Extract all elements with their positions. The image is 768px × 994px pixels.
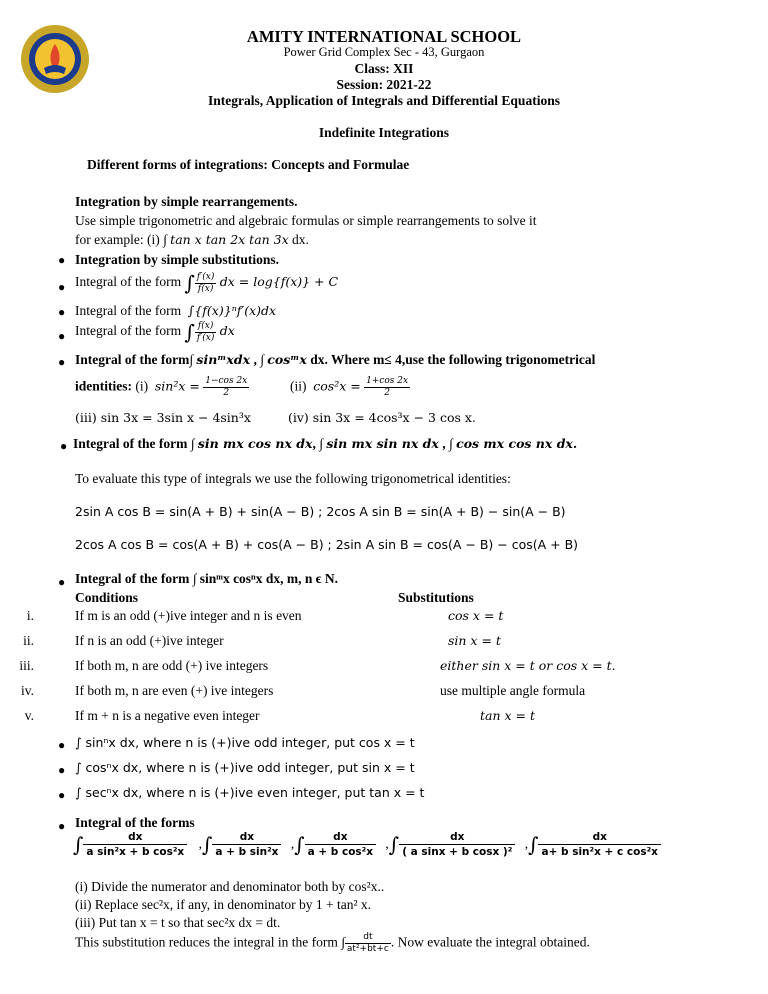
row-substitution: sin x = t	[448, 633, 501, 648]
example-suffix: dx.	[288, 232, 309, 247]
odd-power-sin: ∫ sinⁿx dx, where n is (+)ive odd integer, put cos x = t	[75, 735, 415, 750]
power-heading: Integral of the form∫ sinᵐxdx , ∫ cosᵐx dx. Where m≤ 4,use the following trigonometrical	[75, 352, 596, 367]
identity-iv: (iv) sin 3x = 4cos³x − 3 cos x.	[288, 410, 476, 425]
product-intro: To evaluate this type of integrals we use the following trigonometrical identities:	[75, 471, 511, 486]
row-number: iv.	[21, 683, 34, 698]
bullet-icon: ●	[58, 253, 66, 267]
example-math: tan x tan 2x tan 3x	[170, 232, 289, 247]
substitution-form2: Integral of the form ∫{f(x)}ⁿf′(x)dx	[75, 303, 277, 318]
bullet-icon: ●	[58, 738, 66, 752]
rearrangement-example	[75, 232, 309, 248]
forms-heading: Integral of the forms	[75, 815, 195, 830]
forms-final: This substitution reduces the integral in the form ∫ $\frac{dt}{\text{at²+bt+c}}$ . Now evaluate the integral obtained.	[75, 932, 590, 954]
substitution-heading: Integration by simple substitutions.	[75, 252, 280, 267]
product-identity-1: 2sin A cos B = sin(A + B) + sin(A − B) ; 2cos A sin B = sin(A + B) − sin(A − B)	[75, 504, 566, 519]
row-condition: If n is an odd (+)ive integer	[75, 633, 224, 648]
forms-step-3: (iii) Put tan x = t so that sec²x dx = dt.	[75, 915, 281, 930]
row-number: i.	[26, 608, 34, 623]
row-condition: If m is an odd (+)ive integer and n is even	[75, 608, 302, 623]
form-fraction: $\frac{dx}{\text{a + b cos²x}}$	[305, 830, 376, 859]
subtitle: Different forms of integrations: Concepts and Formulae	[87, 157, 410, 172]
product-identity-2: 2cos A cos B = cos(A + B) + cos(A − B) ; 2sin A sin B = cos(A − B) − cos(A + B)	[75, 537, 579, 552]
bullet-icon: ●	[58, 763, 66, 777]
row-number: iii.	[19, 658, 34, 673]
bullet-icon: ●	[58, 355, 66, 369]
substitutions-header: Substitutions	[398, 590, 474, 605]
substitution-form1: Integral of the form ∫ $\frac{f'(x)}{f(x)}$ dx = log{f(x)} + C	[75, 271, 339, 295]
even-power-sec: ∫ secⁿx dx, where n is (+)ive even integer, put tan x = t	[75, 785, 425, 800]
product-heading: Integral of the form ∫ sin mx cos nx dx, ∫ sin mx sin nx dx , ∫ cos mx cos nx dx.	[73, 436, 578, 451]
school-name: AMITY INTERNATIONAL SCHOOL	[246, 27, 522, 46]
row-substitution: tan x = t	[480, 708, 535, 723]
section-title: Indefinite Integrations	[318, 125, 450, 140]
class-label: Class: XII	[354, 61, 414, 76]
bullet-icon: ●	[58, 788, 66, 802]
row-substitution: use multiple angle formula	[440, 683, 586, 698]
form-fraction: $\frac{dx}{\text{a sin²x + b cos²x}}$	[83, 830, 187, 859]
form-fraction: $\frac{dx}{\text{a+ b sin²x + c cos²x}}$	[538, 830, 660, 859]
rearrangement-desc: Use simple trigonometric and algebraic formulas or simple rearrangements to solve it	[75, 213, 537, 228]
odd-power-cos: ∫ cosⁿx dx, where n is (+)ive odd integer, put sin x = t	[75, 760, 415, 775]
session-label: Session: 2021-22	[336, 77, 432, 92]
bullet-icon: ●	[58, 819, 66, 833]
row-condition: If both m, n are odd (+) ive integers	[75, 658, 269, 673]
school-address: Power Grid Complex Sec - 43, Gurgaon	[283, 45, 485, 59]
bullet-icon: ●	[58, 280, 66, 294]
form-fraction: $\frac{dx}{\text{a + b sin²x}}$	[212, 830, 281, 859]
bullet-icon: ●	[58, 305, 66, 319]
row-substitution: cos x = t	[448, 608, 504, 623]
forms-step-2: (ii) Replace sec²x, if any, in denominator by 1 + tan² x.	[75, 897, 371, 912]
example-prefix: for example: (i) ∫	[75, 232, 171, 247]
conditions-header: Conditions	[75, 590, 139, 605]
sinm-cosn-heading: Integral of the form ∫ sinᵐx cosⁿx dx, m, n ϵ N.	[75, 571, 338, 586]
forms-step-1: (i) Divide the numerator and denominator both by cos²x..	[75, 879, 385, 894]
bullet-icon: ●	[58, 329, 66, 343]
rearrangement-heading: Integration by simple rearrangements.	[75, 194, 298, 209]
row-condition: If m + n is a negative even integer	[75, 708, 260, 723]
identity-iii: (iii) sin 3x = 3sin x − 4sin³x	[75, 410, 251, 425]
form-label: Integral of the form	[75, 274, 182, 290]
identities-line: identities: (i) sin²x = $\frac{1-\cos 2x}{2}$ (ii) cos²x = $\frac{1+\cos 2x}{2}$	[75, 376, 409, 398]
row-number: v.	[24, 708, 34, 723]
forms-fractions: ∫ $\frac{dx}{\text{a sin²x + b cos²x}}$ ,∫ $\frac{dx}{\text{a + b sin²x}}$ ,∫ $\frac{dx}{\text{a + b cos²x}}$ ,∫ $\frac{dx}{\text{( a sinx + b cosx )²}}$ ,∫ $\frac{dx}{\text{a+ b sin²x + c cos²x}}$	[73, 830, 661, 859]
row-condition: If both m, n are even (+) ive integers	[75, 683, 274, 698]
bullet-icon: ●	[60, 439, 68, 453]
bullet-icon: ●	[58, 575, 66, 589]
substitution-form3: Integral of the form ∫ $\frac{f(x)}{f'(x)}$ dx	[75, 320, 235, 344]
row-substitution: either sin x = t or cos x = t.	[440, 658, 616, 673]
subject-title: Integrals, Application of Integrals and Differential Equations	[208, 93, 560, 108]
form-fraction: $\frac{dx}{\text{( a sinx + b cosx )²}}$	[399, 830, 515, 859]
row-number: ii.	[23, 633, 34, 648]
